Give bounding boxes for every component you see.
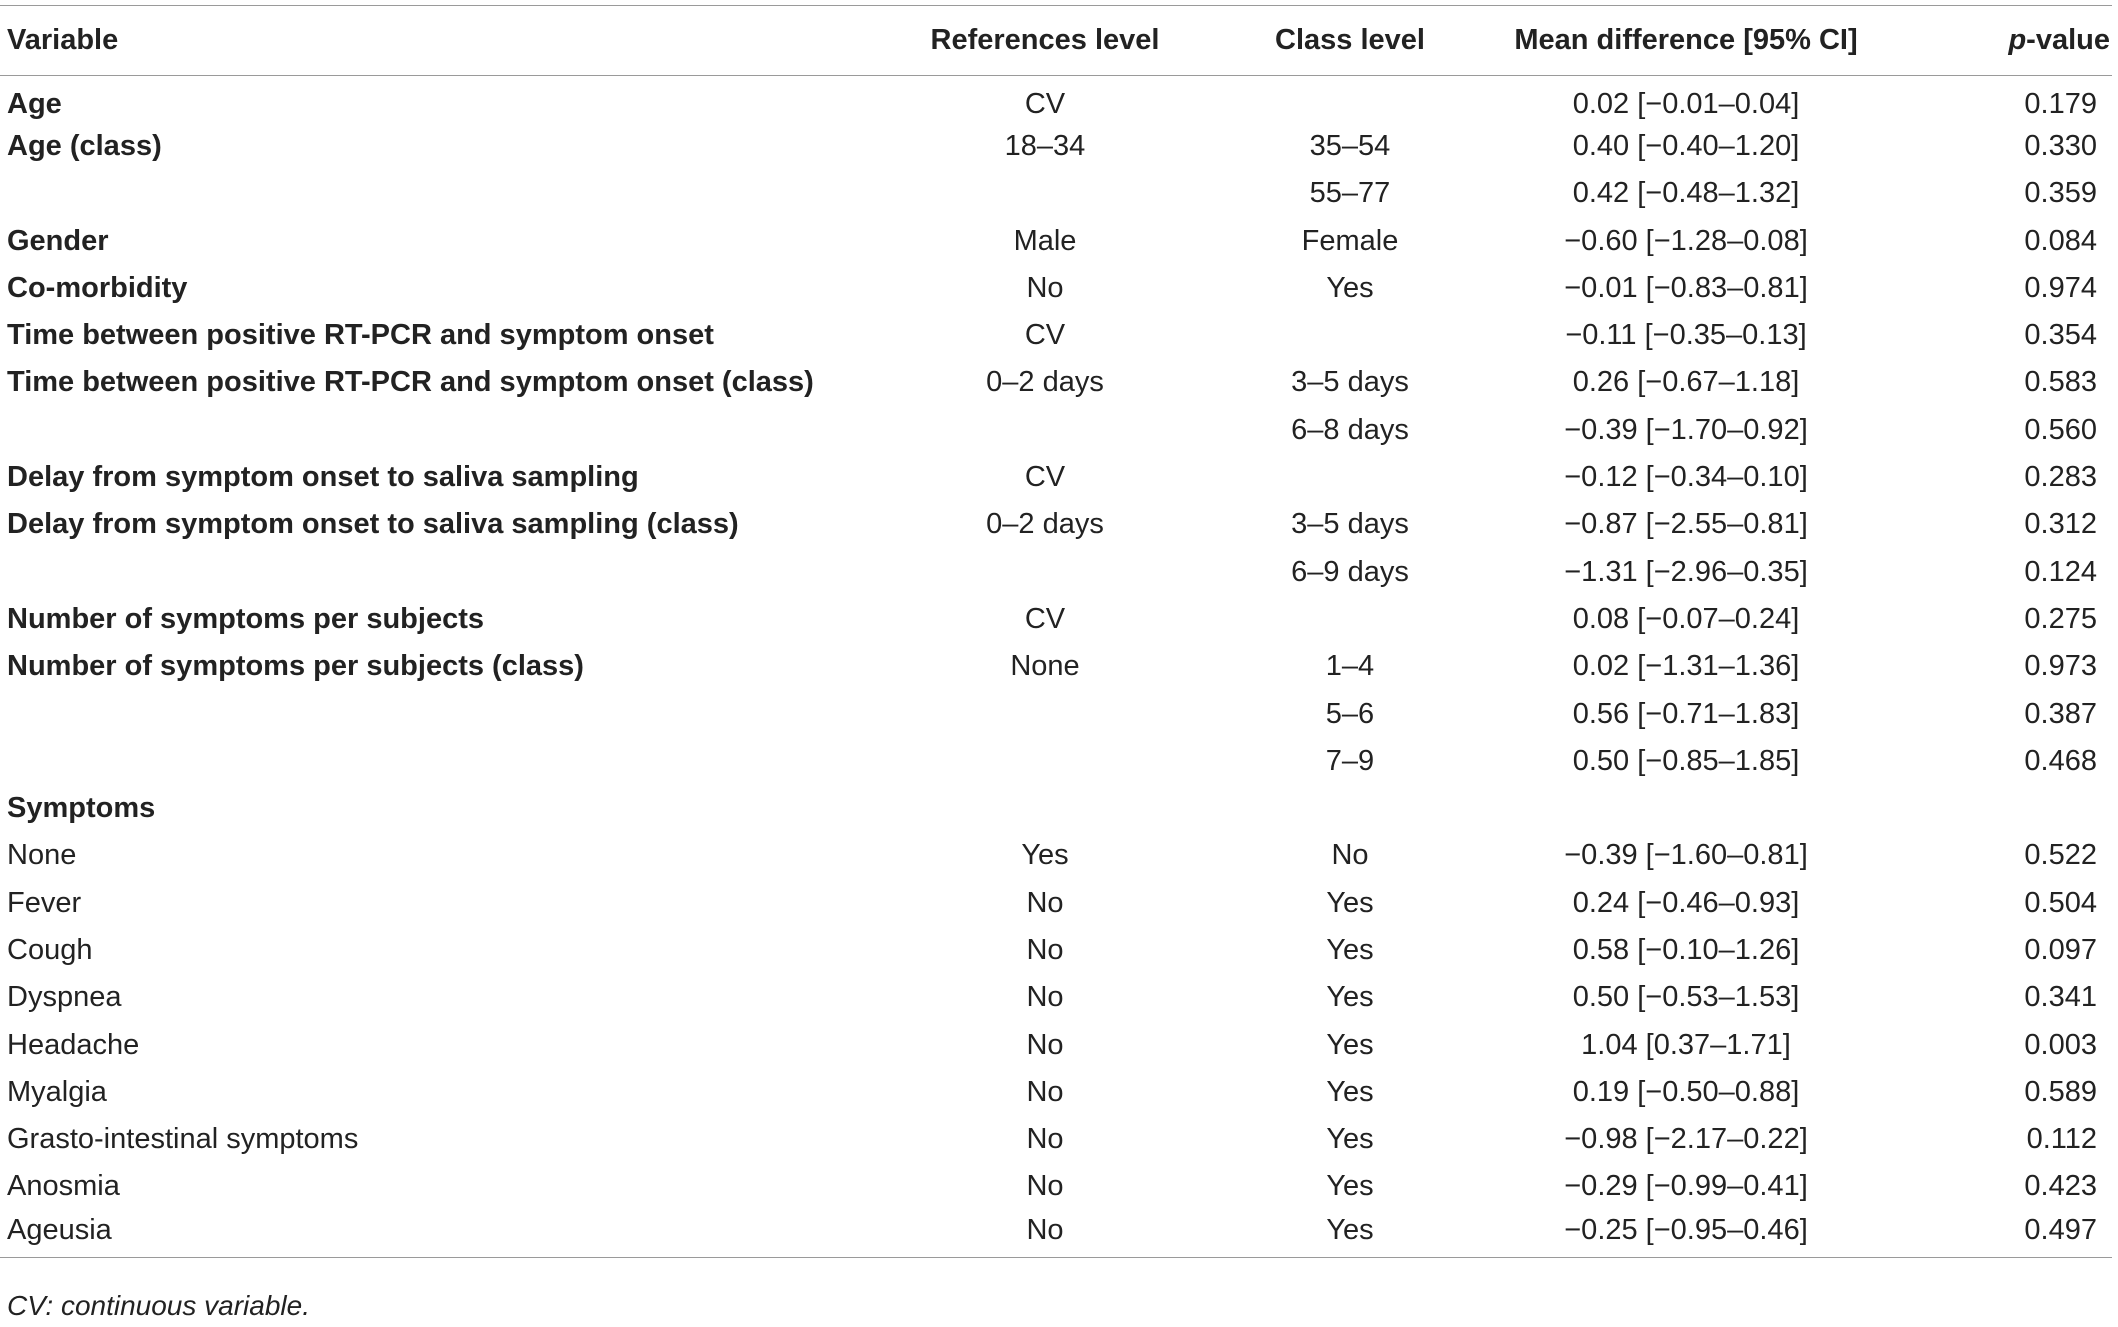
cell-variable: Number of symptoms per subjects (class) bbox=[7, 650, 584, 683]
cell-reference-level: No bbox=[1026, 271, 1064, 304]
cell-class-level: 35–54 bbox=[1309, 129, 1391, 162]
cell-p-value: 0.468 bbox=[2024, 744, 2097, 777]
cell-variable: Number of symptoms per subjects bbox=[7, 602, 484, 635]
cell-reference-level: None bbox=[1010, 650, 1080, 683]
cell-mean-difference: 0.02 [−0.01–0.04] bbox=[1572, 87, 1800, 120]
cell-reference-level: No bbox=[1026, 1075, 1064, 1108]
cell-mean-difference: 0.24 [−0.46–0.93] bbox=[1572, 886, 1800, 919]
cell-p-value: 0.974 bbox=[2024, 271, 2097, 304]
table-row bbox=[0, 76, 2112, 123]
cell-variable: Delay from symptom onset to saliva sampling bbox=[7, 461, 639, 494]
cell-reference-level: No bbox=[1026, 1028, 1064, 1061]
cell-class-level: Yes bbox=[1326, 981, 1374, 1014]
cell-mean-difference: 0.42 [−0.48–1.32] bbox=[1572, 177, 1800, 210]
cell-mean-difference: −0.60 [−1.28–0.08] bbox=[1564, 224, 1808, 257]
cell-class-level: Female bbox=[1301, 224, 1399, 257]
cell-variable: Fever bbox=[7, 886, 82, 919]
table-row bbox=[0, 265, 2112, 312]
cell-variable bbox=[0, 407, 890, 454]
header-p-suffix: -value bbox=[2026, 24, 2110, 56]
cell-variable bbox=[0, 738, 890, 785]
table-header-row bbox=[0, 6, 2112, 76]
cell-class-level: Yes bbox=[1326, 1123, 1374, 1156]
cell-variable bbox=[0, 548, 890, 595]
cell-variable: Symptoms bbox=[7, 792, 156, 825]
table-row bbox=[0, 643, 2112, 690]
table-row bbox=[0, 974, 2112, 1021]
header-variable: Variable bbox=[0, 6, 890, 76]
cell-p-value: 0.354 bbox=[2024, 319, 2097, 352]
cell-p-value: 0.341 bbox=[2024, 981, 2097, 1014]
cell-mean-difference: 1.04 [0.37–1.71] bbox=[1581, 1028, 1791, 1061]
cell-reference-level: CV bbox=[1024, 319, 1066, 352]
cell-p-value: 0.003 bbox=[2024, 1028, 2097, 1061]
cell-mean-difference: 0.56 [−0.71–1.83] bbox=[1572, 697, 1800, 730]
table-row bbox=[0, 738, 2112, 785]
cell-mean-difference: 0.40 [−0.40–1.20] bbox=[1572, 129, 1800, 162]
cell-mean-difference bbox=[1500, 785, 1872, 832]
table-row bbox=[0, 1021, 2112, 1068]
cell-reference-level: No bbox=[1026, 1170, 1064, 1203]
table-row bbox=[0, 1116, 2112, 1163]
cell-p-value: 0.283 bbox=[2024, 461, 2097, 494]
cell-p-value: 0.387 bbox=[2024, 697, 2097, 730]
cell-reference-level bbox=[890, 548, 1200, 595]
cell-class-level: Yes bbox=[1326, 933, 1374, 966]
cell-class-level: 3–5 days bbox=[1291, 366, 1409, 399]
cell-variable: Age (class) bbox=[7, 129, 162, 162]
cell-variable: Time between positive RT-PCR and symptom onset bbox=[7, 319, 714, 352]
cell-reference-level: CV bbox=[1024, 87, 1066, 120]
header-reference-level: References level bbox=[890, 6, 1200, 76]
cell-mean-difference: 0.08 [−0.07–0.24] bbox=[1572, 602, 1800, 635]
table-row bbox=[0, 785, 2112, 832]
cell-mean-difference: 0.50 [−0.53–1.53] bbox=[1572, 981, 1800, 1014]
table-row bbox=[0, 217, 2112, 264]
cell-class-level: 3–5 days bbox=[1291, 508, 1409, 541]
cell-class-level bbox=[1200, 454, 1500, 501]
header-p-value bbox=[1872, 6, 2112, 76]
cell-class-level: 6–8 days bbox=[1291, 413, 1409, 446]
cell-reference-level bbox=[890, 738, 1200, 785]
table-row bbox=[0, 312, 2112, 359]
cell-reference-level bbox=[890, 170, 1200, 217]
cell-reference-level: Yes bbox=[1021, 839, 1069, 872]
cell-p-value: 0.097 bbox=[2024, 933, 2097, 966]
cell-class-level: 7–9 bbox=[1325, 744, 1375, 777]
cell-p-value: 0.275 bbox=[2024, 602, 2097, 635]
cell-p-value: 0.504 bbox=[2024, 886, 2097, 919]
results-table bbox=[0, 5, 2112, 1258]
cell-mean-difference: −0.39 [−1.70–0.92] bbox=[1564, 413, 1808, 446]
cell-class-level: Yes bbox=[1200, 1211, 1500, 1258]
cell-reference-level: No bbox=[1026, 981, 1064, 1014]
cell-p-value: 0.359 bbox=[2024, 177, 2097, 210]
cell-class-level: Yes bbox=[1326, 1075, 1374, 1108]
cell-variable: Grasto-intestinal symptoms bbox=[7, 1123, 359, 1156]
cell-mean-difference: 0.02 [−1.31–1.36] bbox=[1572, 650, 1800, 683]
cell-p-value: 0.312 bbox=[2024, 508, 2097, 541]
cell-p-value: 0.973 bbox=[2024, 650, 2097, 683]
cell-reference-level: No bbox=[890, 1211, 1200, 1258]
cell-reference-level: No bbox=[1026, 1123, 1064, 1156]
table-row bbox=[0, 407, 2112, 454]
cell-variable: Cough bbox=[7, 933, 93, 966]
table-row bbox=[0, 832, 2112, 879]
cell-p-value: 0.560 bbox=[2024, 413, 2097, 446]
table-row bbox=[0, 359, 2112, 406]
table-row bbox=[0, 123, 2112, 170]
table-row bbox=[0, 1163, 2112, 1210]
cell-variable: Anosmia bbox=[7, 1170, 120, 1203]
cell-class-level bbox=[1200, 785, 1500, 832]
table-row bbox=[0, 927, 2112, 974]
cell-reference-level: No bbox=[1026, 886, 1064, 919]
cell-mean-difference: −0.11 [−0.35–0.13] bbox=[1565, 319, 1807, 352]
cell-p-value: 0.084 bbox=[2024, 224, 2097, 257]
cell-p-value: 0.112 bbox=[2026, 1123, 2097, 1156]
cell-reference-level: 18–34 bbox=[1004, 129, 1086, 162]
cell-variable: Delay from symptom onset to saliva sampling (class) bbox=[7, 508, 739, 541]
cell-mean-difference: 0.50 [−0.85–1.85] bbox=[1572, 744, 1800, 777]
cell-reference-level: 0–2 days bbox=[986, 366, 1104, 399]
cell-p-value: 0.522 bbox=[2024, 839, 2097, 872]
cell-variable: Co-morbidity bbox=[7, 271, 188, 304]
cell-p-value: 0.423 bbox=[2024, 1170, 2097, 1203]
header-p-italic: p bbox=[2008, 24, 2027, 56]
cell-variable bbox=[0, 170, 890, 217]
cell-class-level: No bbox=[1331, 839, 1369, 872]
cell-mean-difference: −0.29 [−0.99–0.41] bbox=[1564, 1170, 1808, 1203]
cell-class-level: Yes bbox=[1326, 886, 1374, 919]
cell-class-level: 55–77 bbox=[1309, 177, 1391, 210]
cell-reference-level: CV bbox=[1024, 461, 1066, 494]
cell-mean-difference: −0.01 [−0.83–0.81] bbox=[1564, 271, 1808, 304]
cell-p-value: 0.589 bbox=[2024, 1075, 2097, 1108]
cell-reference-level bbox=[890, 690, 1200, 737]
cell-class-level bbox=[1200, 596, 1500, 643]
table-body bbox=[0, 76, 2112, 1258]
table-footnote: CV: continuous variable. bbox=[7, 1290, 310, 1321]
table-row bbox=[0, 880, 2112, 927]
cell-variable: Myalgia bbox=[7, 1075, 107, 1108]
cell-variable bbox=[0, 690, 890, 737]
cell-variable: Time between positive RT-PCR and symptom onset (class) bbox=[7, 366, 814, 399]
cell-mean-difference: 0.19 [−0.50–0.88] bbox=[1572, 1075, 1800, 1108]
cell-class-level: Yes bbox=[1326, 1028, 1374, 1061]
cell-reference-level: No bbox=[1026, 933, 1064, 966]
table-row bbox=[0, 454, 2112, 501]
cell-mean-difference: −0.87 [−2.55–0.81] bbox=[1564, 508, 1808, 541]
cell-class-level: 1–4 bbox=[1325, 650, 1375, 683]
header-class-level: Class level bbox=[1200, 6, 1500, 76]
table-row bbox=[0, 501, 2112, 548]
table-row bbox=[0, 170, 2112, 217]
cell-reference-level: CV bbox=[1024, 602, 1066, 635]
cell-mean-difference: −0.39 [−1.60–0.81] bbox=[1564, 839, 1808, 872]
table-row bbox=[0, 548, 2112, 595]
cell-class-level: 5–6 bbox=[1325, 697, 1375, 730]
cell-p-value: 0.583 bbox=[2024, 366, 2097, 399]
cell-p-value: 0.497 bbox=[1872, 1211, 2112, 1258]
cell-class-level: Yes bbox=[1326, 1170, 1374, 1203]
cell-variable: Gender bbox=[7, 224, 109, 257]
table-row bbox=[0, 690, 2112, 737]
cell-p-value: 0.330 bbox=[2024, 129, 2097, 162]
table-row bbox=[0, 1069, 2112, 1116]
cell-variable: None bbox=[7, 839, 77, 872]
cell-mean-difference: −0.98 [−2.17–0.22] bbox=[1564, 1123, 1808, 1156]
cell-reference-level bbox=[890, 785, 1200, 832]
cell-p-value bbox=[1872, 785, 2112, 832]
cell-mean-difference: −0.12 [−0.34–0.10] bbox=[1564, 461, 1808, 494]
cell-mean-difference: 0.58 [−0.10–1.26] bbox=[1572, 933, 1800, 966]
cell-class-level bbox=[1200, 312, 1500, 359]
cell-reference-level: Male bbox=[1013, 224, 1077, 257]
cell-class-level bbox=[1200, 76, 1500, 123]
table-row bbox=[0, 596, 2112, 643]
cell-p-value: 0.124 bbox=[2024, 555, 2097, 588]
header-mean-difference: Mean difference [95% CI] bbox=[1500, 6, 1872, 76]
cell-mean-difference: −1.31 [−2.96–0.35] bbox=[1564, 555, 1808, 588]
cell-p-value: 0.179 bbox=[2024, 87, 2097, 120]
cell-class-level: 6–9 days bbox=[1291, 555, 1409, 588]
cell-mean-difference: 0.26 [−0.67–1.18] bbox=[1572, 366, 1800, 399]
cell-variable: Age bbox=[7, 87, 62, 120]
cell-mean-difference: −0.25 [−0.95–0.46] bbox=[1500, 1211, 1872, 1258]
cell-class-level: Yes bbox=[1326, 271, 1374, 304]
cell-reference-level bbox=[890, 407, 1200, 454]
cell-variable: Ageusia bbox=[0, 1211, 890, 1258]
cell-reference-level: 0–2 days bbox=[986, 508, 1104, 541]
table-row bbox=[0, 1211, 2112, 1258]
cell-variable: Dyspnea bbox=[7, 981, 122, 1014]
cell-variable: Headache bbox=[7, 1028, 140, 1061]
